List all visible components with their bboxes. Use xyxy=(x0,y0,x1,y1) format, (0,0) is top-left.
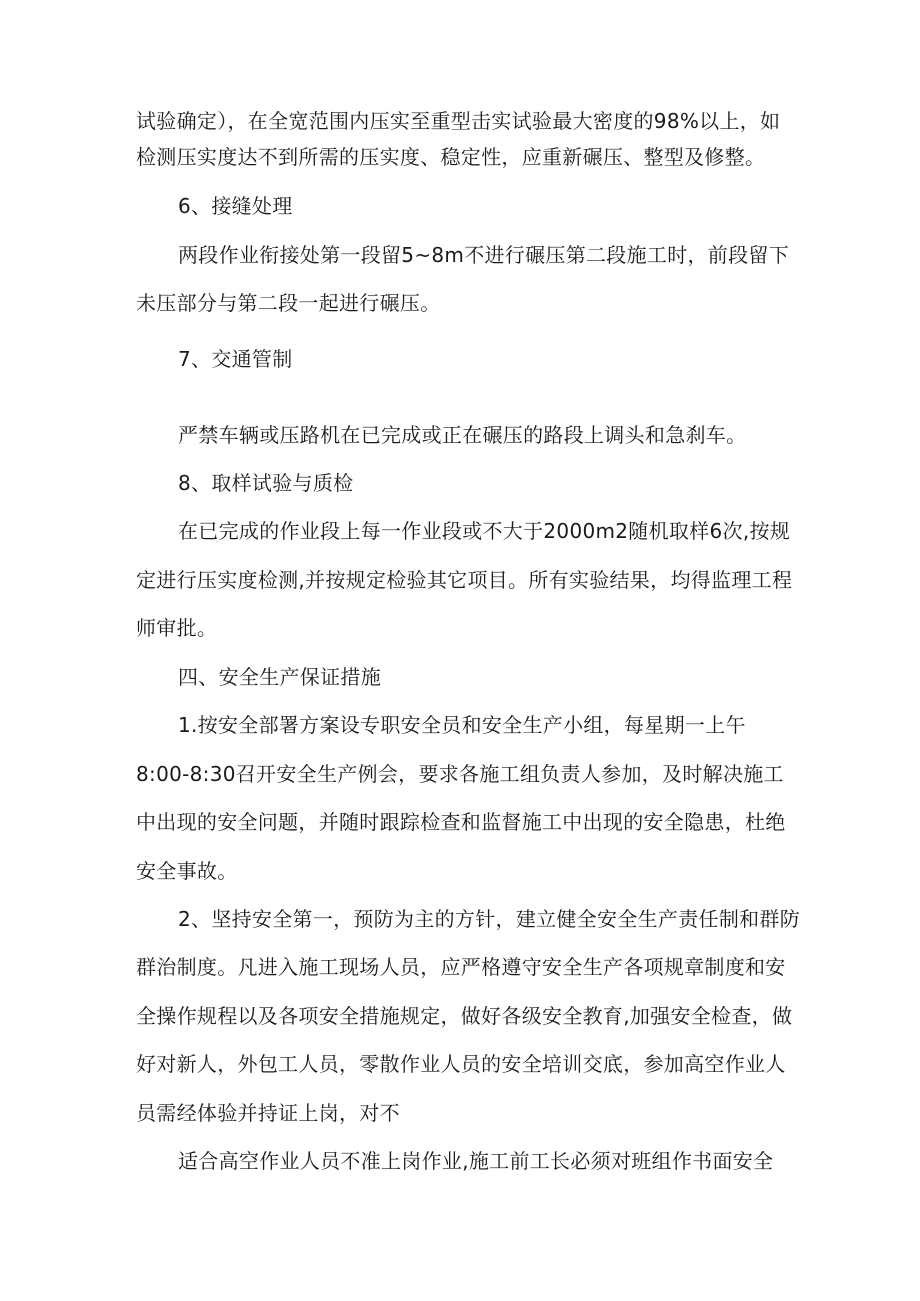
text-line: 群治制度。凡进入施工现场人员，应严格遵守安全生产各项规章制度和安 xyxy=(136,955,786,979)
text-line: 严禁车辆或压路机在已完成或正在碾压的路段上调头和急刹车。 xyxy=(178,423,747,447)
text-line: 员需经体验并持证上岗，对不 xyxy=(136,1101,400,1125)
text-line: 师审批。 xyxy=(136,616,218,640)
text-line: 试验确定），在全宽范围内压实至重型击实试验最大密度的98%以上，如 xyxy=(136,109,781,133)
section-heading: 6、接缝处理 xyxy=(178,194,293,218)
text-line: 1.按安全部署方案设专职安全员和安全生产小组，每星期一上午 xyxy=(178,713,746,737)
text-line: 定进行压实度检测,并按规定检验其它项目。所有实验结果，均得监理工程 xyxy=(136,568,793,592)
text-line: 2、坚持安全第一，预防为主的方针，建立健全安全生产责任制和群防 xyxy=(178,907,801,931)
section-heading: 7、交通管制 xyxy=(178,347,293,371)
text-line: 安全事故。 xyxy=(136,859,238,883)
text-line: 两段作业衔接处第一段留5~8m不进行碾压第二段施工时，前段留下 xyxy=(178,243,789,267)
text-line: 8:00-8:30召开安全生产例会，要求各施工组负责人参加，及时解决施工 xyxy=(136,762,784,786)
section-heading: 8、取样试验与质检 xyxy=(178,471,354,495)
text-line: 好对新人，外包工人员，零散作业人员的安全培训交底，参加高空作业人 xyxy=(136,1052,786,1076)
text-line: 中出现的安全问题，并随时跟踪检查和监督施工中出现的安全隐患，杜绝 xyxy=(136,810,786,834)
text-line: 在已完成的作业段上每一作业段或不大于2000m2随机取样6次,按规 xyxy=(178,519,791,543)
text-line: 未压部分与第二段一起进行碾压。 xyxy=(136,291,441,315)
text-line: 检测压实度达不到所需的压实度、稳定性，应重新碾压、整型及修整。 xyxy=(136,145,766,169)
text-line: 全操作规程以及各项安全措施规定，做好各级安全教育,加强安全检查，做 xyxy=(136,1004,793,1028)
text-line: 适合高空作业人员不准上岗作业,施工前工长必须对班组作书面安全 xyxy=(178,1149,774,1173)
section-heading: 四、安全生产保证措施 xyxy=(178,665,381,689)
